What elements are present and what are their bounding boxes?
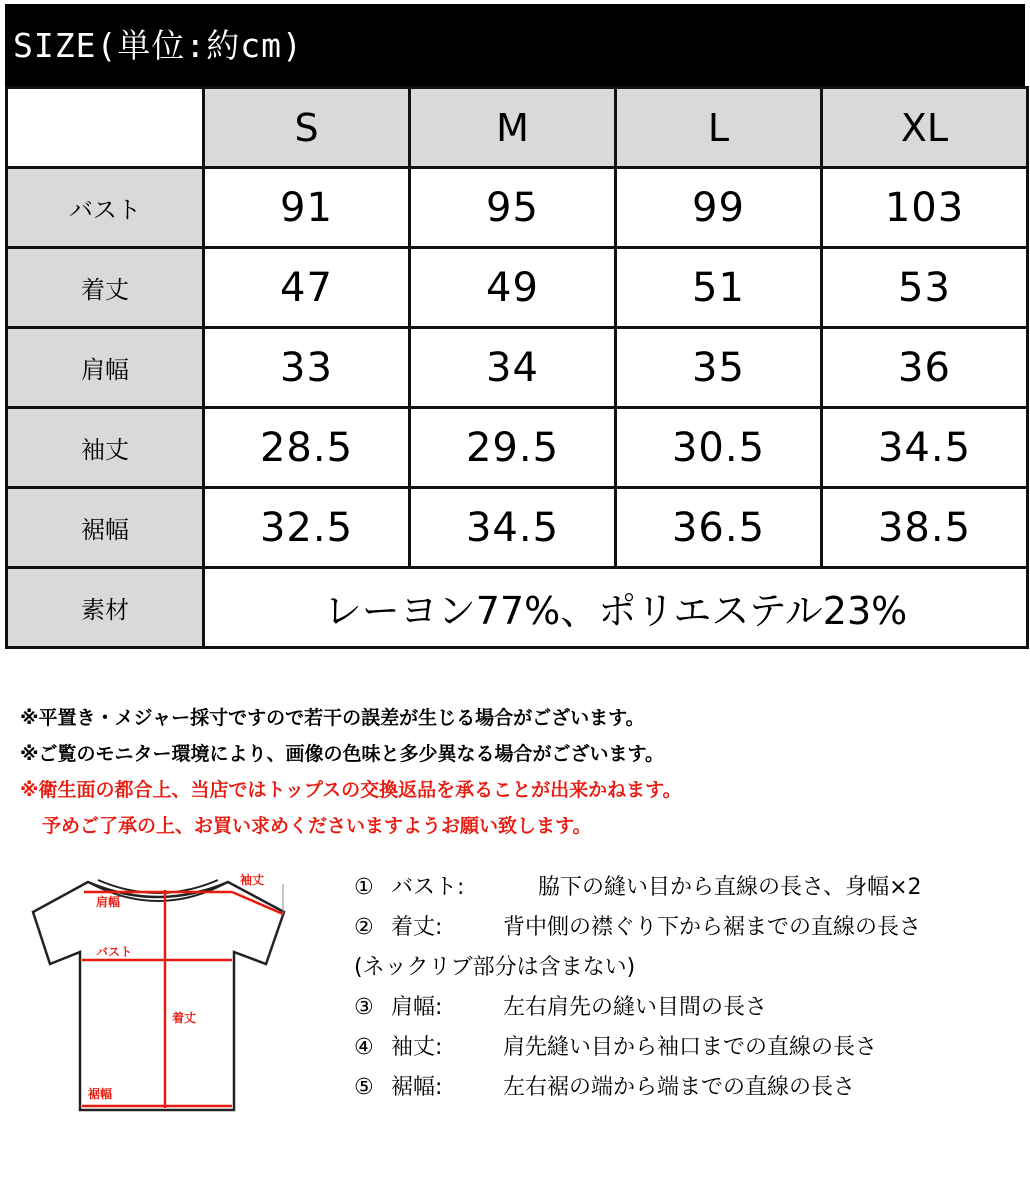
- legend-item: [354, 988, 994, 1028]
- measurement-cell: 28.5: [204, 408, 410, 488]
- legend-number: ①: [354, 875, 374, 900]
- measurement-cell: 30.5: [616, 408, 822, 488]
- notes: [20, 700, 1020, 844]
- measurement-cell: 34.5: [410, 488, 616, 568]
- row-label: 肩幅: [7, 328, 204, 408]
- corner-cell: [7, 88, 204, 168]
- header-bar: [5, 4, 1025, 86]
- size-header-row: [7, 88, 1028, 168]
- legend-label: 袖丈:: [391, 1035, 443, 1060]
- legend-note: (ネックリブ部分は含まない): [354, 955, 636, 980]
- measurement-cell: 32.5: [204, 488, 410, 568]
- page-title: SIZE(単位:約cm): [13, 26, 303, 65]
- measurement-cell: 47: [204, 248, 410, 328]
- table-row: [7, 248, 1028, 328]
- measurement-cell: 49: [410, 248, 616, 328]
- legend-item: [354, 1028, 994, 1068]
- material-row: [7, 568, 1028, 648]
- measurement-cell: 34.5: [822, 408, 1028, 488]
- size-column-header: S: [204, 88, 410, 168]
- table-row: [7, 328, 1028, 408]
- legend-item: [354, 908, 994, 948]
- legend-number: ②: [354, 915, 374, 940]
- measurement-cell: 51: [616, 248, 822, 328]
- warning-line: ※衛生面の都合上、当店ではトップスの交換返品を承ることが出来かねます。: [20, 779, 682, 801]
- measurement-cell: 34: [410, 328, 616, 408]
- diagram-label-hem: 裾幅: [88, 1087, 113, 1101]
- table-row: [7, 168, 1028, 248]
- warning-line: 予めご了承の上、お買い求めくださいますようお願い致します。: [42, 815, 592, 837]
- measurement-cell: 91: [204, 168, 410, 248]
- legend-number: ④: [354, 1035, 374, 1060]
- legend-item: [354, 1068, 994, 1108]
- legend-label: バスト:: [391, 875, 465, 900]
- table-row: [7, 408, 1028, 488]
- legend-number: ③: [354, 995, 374, 1020]
- legend-number: ⑤: [354, 1075, 374, 1100]
- legend-label: 裾幅:: [391, 1075, 443, 1100]
- measurement-cell: 99: [616, 168, 822, 248]
- tshirt-outline-icon: [33, 882, 284, 1110]
- size-column-header: XL: [822, 88, 1028, 168]
- measurement-cell: 38.5: [822, 488, 1028, 568]
- table-row: [7, 488, 1028, 568]
- row-label: 袖丈: [7, 408, 204, 488]
- row-label: 裾幅: [7, 488, 204, 568]
- measurement-cell: 35: [616, 328, 822, 408]
- legend-label: 肩幅:: [391, 995, 443, 1020]
- row-label: 素材: [7, 568, 204, 648]
- diagram-label-shoulder: 肩幅: [96, 895, 121, 909]
- row-label: 着丈: [7, 248, 204, 328]
- legend-description: 脇下の縫い目から直線の長さ、身幅×2: [538, 875, 922, 900]
- legend-label: 着丈:: [391, 915, 443, 940]
- size-column-header: M: [410, 88, 616, 168]
- note-line: ※平置き・メジャー採寸ですので若干の誤差が生じる場合がございます。: [20, 707, 645, 729]
- measurement-cell: 53: [822, 248, 1028, 328]
- diagram-label-sleeve: 袖丈: [240, 873, 265, 887]
- measurement-cell: 103: [822, 168, 1028, 248]
- material-cell: レーヨン77%、ポリエステル23%: [204, 568, 1028, 648]
- measurement-cell: 36.5: [616, 488, 822, 568]
- row-label: バスト: [7, 168, 204, 248]
- diagram-label-bust: バスト: [96, 945, 133, 959]
- diagram-label-length: 着丈: [172, 1011, 197, 1025]
- measurement-cell: 29.5: [410, 408, 616, 488]
- measurement-cell: 95: [410, 168, 616, 248]
- measurement-cell: 36: [822, 328, 1028, 408]
- measurement-cell: 33: [204, 328, 410, 408]
- legend-item: [354, 868, 994, 908]
- size-table: [5, 86, 1029, 649]
- note-line: ※ご覧のモニター環境により、画像の色味と多少異なる場合がございます。: [20, 743, 664, 765]
- legend-description: 左右裾の端から端までの直線の長さ: [503, 1075, 856, 1100]
- measurement-legend: [354, 868, 994, 1108]
- size-column-header: L: [616, 88, 822, 168]
- legend-description: 背中側の襟ぐり下から裾までの直線の長さ: [503, 915, 922, 940]
- legend-description: 肩先縫い目から袖口までの直線の長さ: [503, 1035, 878, 1060]
- tshirt-measurement-diagram: [28, 862, 298, 1122]
- legend-description: 左右肩先の縫い目間の長さ: [503, 995, 768, 1020]
